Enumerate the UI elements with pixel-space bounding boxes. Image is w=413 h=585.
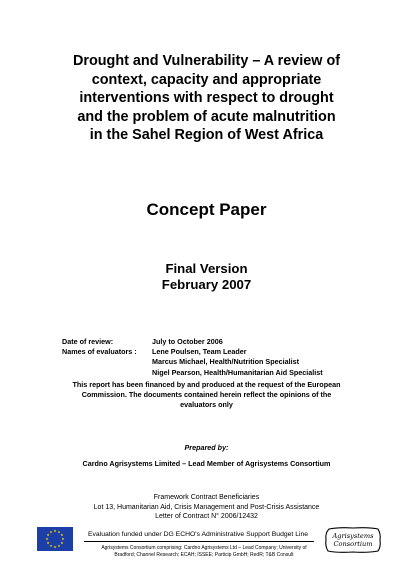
funding-statement: [0, 380, 413, 411]
title-line: and the problem of acute malnutrition: [77, 108, 336, 125]
eu-star-icon: [58, 544, 61, 547]
eu-star-icon: [62, 538, 65, 541]
eu-star-icon: [47, 534, 50, 537]
funding-line: evaluators only: [180, 400, 233, 410]
logo-text: [323, 532, 383, 548]
date-of-review-value: July to October 2006: [152, 337, 223, 346]
evaluator-name: Nigel Pearson, Health/Humanitarian Aid Specialist: [152, 367, 323, 377]
date-of-review-label: Date of review:: [62, 337, 114, 346]
consortium-line: Bradford; Channel Research; ECAH; ISSEE; Particip GmbH; RedR; T&B Consult: [114, 552, 294, 559]
preparer-organization: Cardno Agrisystems Limited – Lead Member of Agrisystems Consortium: [82, 459, 331, 468]
consortium-members: [84, 545, 324, 559]
eu-star-icon: [50, 531, 53, 534]
eu-star-icon: [47, 542, 50, 545]
title-line: context, capacity and appropriate: [91, 71, 322, 88]
title-line: in the Sahel Region of West Africa: [89, 127, 324, 144]
framework-line: Letter of Contract N° 2006/12432: [155, 513, 258, 521]
framework-line: Framework Contract Beneficiaries: [153, 494, 260, 501]
title-line: Drought and Vulnerability – A review of: [72, 53, 341, 69]
eu-star-icon: [46, 538, 49, 541]
funding-line: Commission. The documents contained herein reflect the opinions of the: [81, 390, 332, 400]
version-date: February 2007: [161, 277, 252, 292]
prepared-by-label: Prepared by:: [184, 443, 229, 452]
evaluators-label: Names of evaluators :: [62, 347, 137, 357]
version-label: Final Version: [165, 261, 248, 276]
funding-line: This report has been financed by and produced at the request of the European: [72, 380, 341, 389]
version-block: [0, 261, 413, 293]
eu-star-icon: [54, 530, 57, 533]
framework-line: Lot 13, Humanitarian Aid, Crisis Management and Post-Crisis Assistance: [93, 503, 320, 511]
logo-text-line: Agrisystems: [332, 532, 374, 540]
logo-text-line: Consortium: [333, 540, 373, 548]
evaluator-name: Marcus Michael, Health/Nutrition Specialist: [152, 357, 299, 367]
footer-divider: [84, 541, 314, 542]
concept-paper-heading: Concept Paper: [146, 200, 267, 219]
title-line: interventions with respect to drought: [79, 90, 334, 107]
consortium-line: Agrisystems Consortium comprising: Cardno Agrisystems Ltd – Lead Company; University of: [101, 545, 307, 551]
echo-funding-line: Evaluation funded under DG ECHO's Administrative Support Budget Line: [88, 531, 309, 538]
eu-star-icon: [61, 542, 64, 545]
eu-star-icon: [58, 531, 61, 534]
framework-contract: [0, 493, 413, 522]
report-title: [0, 52, 413, 145]
evaluator-name: Lene Poulsen, Team Leader: [152, 347, 247, 357]
eu-star-icon: [54, 546, 57, 549]
eu-star-icon: [61, 534, 64, 537]
eu-star-icon: [50, 544, 53, 547]
eu-flag-logo: [37, 527, 73, 551]
